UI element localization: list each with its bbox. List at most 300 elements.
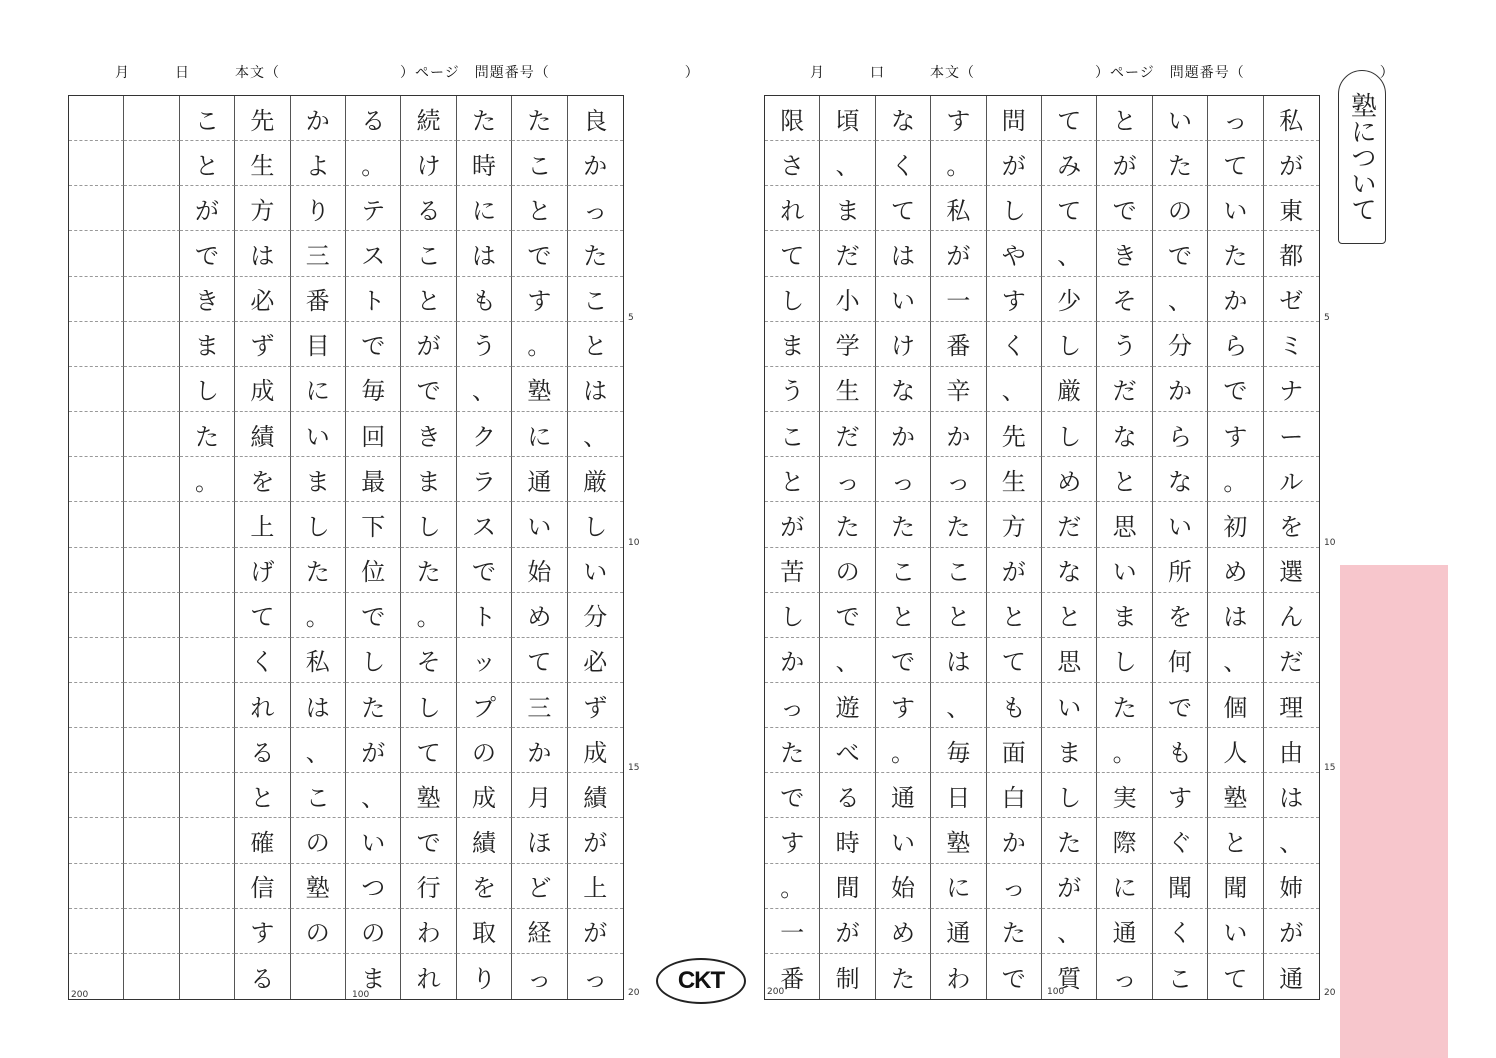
manuscript-cell: 時 bbox=[820, 818, 875, 863]
manuscript-cell: こ bbox=[568, 277, 623, 322]
manuscript-cell: ま bbox=[346, 954, 401, 999]
manuscript-cell: し bbox=[1042, 773, 1097, 818]
manuscript-cell bbox=[180, 593, 235, 638]
pink-tab bbox=[1340, 565, 1448, 1058]
manuscript-cell: 、 bbox=[1153, 277, 1208, 322]
manuscript-cell: そ bbox=[401, 638, 456, 683]
manuscript-cell: っ bbox=[1097, 954, 1152, 999]
manuscript-cell bbox=[124, 683, 179, 728]
manuscript-cell: を bbox=[235, 457, 290, 502]
manuscript-cell: ら bbox=[1153, 412, 1208, 457]
manuscript-cell: ず bbox=[235, 322, 290, 367]
manuscript-cell: 個 bbox=[1208, 683, 1263, 728]
manuscript-cell: 必 bbox=[235, 277, 290, 322]
manuscript-cell: で bbox=[1153, 683, 1208, 728]
manuscript-cell: か bbox=[765, 638, 820, 683]
manuscript-cell: た bbox=[1097, 683, 1152, 728]
manuscript-cell: っ bbox=[765, 683, 820, 728]
manuscript-cell: 。 bbox=[401, 593, 456, 638]
manuscript-cell bbox=[124, 548, 179, 593]
manuscript-cell bbox=[69, 231, 124, 276]
manuscript-cell bbox=[69, 818, 124, 863]
manuscript-cell bbox=[180, 638, 235, 683]
manuscript-cell: 私 bbox=[931, 186, 986, 231]
manuscript-sheet-right bbox=[764, 95, 1320, 1000]
manuscript-cell bbox=[69, 638, 124, 683]
manuscript-cell: た bbox=[765, 728, 820, 773]
manuscript-cell: を bbox=[457, 864, 512, 909]
manuscript-cell: 先 bbox=[235, 96, 290, 141]
manuscript-cell: 績 bbox=[568, 773, 623, 818]
manuscript-cell: か bbox=[876, 412, 931, 457]
manuscript-cell: れ bbox=[401, 954, 456, 999]
manuscript-cell: た bbox=[291, 548, 346, 593]
manuscript-cell: た bbox=[876, 954, 931, 999]
manuscript-cell: と bbox=[1097, 96, 1152, 141]
manuscript-cell: 上 bbox=[568, 864, 623, 909]
manuscript-cell: が bbox=[346, 728, 401, 773]
manuscript-cell: し bbox=[346, 638, 401, 683]
manuscript-cell: だ bbox=[1097, 367, 1152, 412]
manuscript-cell: か bbox=[512, 728, 567, 773]
manuscript-cell bbox=[69, 773, 124, 818]
manuscript-cell: か bbox=[1153, 367, 1208, 412]
manuscript-cell: は bbox=[1208, 593, 1263, 638]
manuscript-cell: う bbox=[457, 322, 512, 367]
manuscript-cell: 、 bbox=[1042, 909, 1097, 954]
manuscript-cell: ず bbox=[568, 683, 623, 728]
manuscript-cell: た bbox=[346, 683, 401, 728]
manuscript-cell: 番 bbox=[765, 954, 820, 999]
manuscript-cell bbox=[69, 864, 124, 909]
manuscript-cell bbox=[69, 367, 124, 412]
manuscript-cell: と bbox=[568, 322, 623, 367]
manuscript-cell bbox=[69, 457, 124, 502]
manuscript-cell bbox=[180, 818, 235, 863]
manuscript-cell bbox=[124, 322, 179, 367]
manuscript-cell: で bbox=[401, 367, 456, 412]
manuscript-cell: す bbox=[1153, 773, 1208, 818]
manuscript-cell: る bbox=[346, 96, 401, 141]
manuscript-cell: ら bbox=[1208, 322, 1263, 367]
manuscript-cell: と bbox=[876, 593, 931, 638]
essay-title: 塾について bbox=[1338, 70, 1386, 244]
manuscript-cell: の bbox=[1153, 186, 1208, 231]
manuscript-cell: か bbox=[291, 96, 346, 141]
manuscript-cell: と bbox=[235, 773, 290, 818]
manuscript-cell: 塾 bbox=[401, 773, 456, 818]
char-count-200-left: 200 bbox=[71, 990, 89, 1000]
manuscript-cell bbox=[124, 457, 179, 502]
manuscript-cell: に bbox=[291, 367, 346, 412]
manuscript-cell: に bbox=[931, 864, 986, 909]
manuscript-cell bbox=[124, 593, 179, 638]
manuscript-cell: 位 bbox=[346, 548, 401, 593]
manuscript-cell bbox=[180, 773, 235, 818]
manuscript-cell: で bbox=[876, 638, 931, 683]
manuscript-cell: ま bbox=[765, 322, 820, 367]
manuscript-cell: と bbox=[1097, 457, 1152, 502]
row-mark-5-right: 5 bbox=[1324, 313, 1330, 323]
manuscript-cell: い bbox=[876, 818, 931, 863]
manuscript-cell: 通 bbox=[931, 909, 986, 954]
manuscript-cell: ス bbox=[346, 231, 401, 276]
manuscript-cell: り bbox=[457, 954, 512, 999]
manuscript-cell: 実 bbox=[1097, 773, 1152, 818]
ckt-logo: CKT bbox=[656, 958, 746, 1004]
manuscript-cell: ト bbox=[457, 593, 512, 638]
manuscript-cell: か bbox=[987, 818, 1042, 863]
manuscript-cell: い bbox=[876, 277, 931, 322]
manuscript-cell: と bbox=[1042, 593, 1097, 638]
manuscript-cell: な bbox=[1097, 412, 1152, 457]
manuscript-cell: も bbox=[987, 683, 1042, 728]
manuscript-cell: で bbox=[765, 773, 820, 818]
manuscript-cell: 、 bbox=[931, 683, 986, 728]
manuscript-cell: 毎 bbox=[346, 367, 401, 412]
manuscript-cell: て bbox=[401, 728, 456, 773]
manuscript-cell: 経 bbox=[512, 909, 567, 954]
manuscript-cell: く bbox=[987, 322, 1042, 367]
manuscript-cell: 方 bbox=[987, 502, 1042, 547]
manuscript-cell: が bbox=[987, 548, 1042, 593]
manuscript-cell: る bbox=[235, 728, 290, 773]
manuscript-cell bbox=[69, 909, 124, 954]
manuscript-cell: が bbox=[1042, 864, 1097, 909]
manuscript-cell: 何 bbox=[1153, 638, 1208, 683]
manuscript-cell: 通 bbox=[512, 457, 567, 502]
manuscript-cell: 通 bbox=[1097, 909, 1152, 954]
manuscript-cell: れ bbox=[235, 683, 290, 728]
manuscript-cell: べ bbox=[820, 728, 875, 773]
manuscript-cell: の bbox=[820, 548, 875, 593]
manuscript-cell: 。 bbox=[346, 141, 401, 186]
manuscript-cell: っ bbox=[876, 457, 931, 502]
manuscript-cell: が bbox=[180, 186, 235, 231]
manuscript-cell: で bbox=[346, 593, 401, 638]
manuscript-cell: と bbox=[987, 593, 1042, 638]
manuscript-cell: も bbox=[457, 277, 512, 322]
manuscript-cell: ト bbox=[346, 277, 401, 322]
row-mark-10-right: 10 bbox=[1324, 538, 1336, 548]
manuscript-cell: し bbox=[401, 683, 456, 728]
manuscript-cell: で bbox=[987, 954, 1042, 999]
manuscript-cell: ゼ bbox=[1264, 277, 1319, 322]
manuscript-cell: し bbox=[568, 502, 623, 547]
manuscript-cell: が bbox=[931, 231, 986, 276]
manuscript-cell: こ bbox=[512, 141, 567, 186]
manuscript-cell: た bbox=[931, 502, 986, 547]
manuscript-cell: き bbox=[1097, 231, 1152, 276]
manuscript-cell bbox=[69, 502, 124, 547]
manuscript-cell: と bbox=[1208, 818, 1263, 863]
manuscript-cell: や bbox=[987, 231, 1042, 276]
manuscript-cell: 思 bbox=[1042, 638, 1097, 683]
manuscript-cell: 際 bbox=[1097, 818, 1152, 863]
manuscript-cell: ス bbox=[457, 502, 512, 547]
manuscript-cell: て bbox=[1208, 954, 1263, 999]
manuscript-cell: 、 bbox=[346, 773, 401, 818]
manuscript-cell: は bbox=[457, 231, 512, 276]
manuscript-cell: に bbox=[1097, 864, 1152, 909]
row-mark-5-left: 5 bbox=[628, 313, 634, 323]
manuscript-cell: み bbox=[1042, 141, 1097, 186]
manuscript-cell: た bbox=[180, 412, 235, 457]
manuscript-cell bbox=[69, 412, 124, 457]
manuscript-cell bbox=[124, 277, 179, 322]
manuscript-cell: と bbox=[512, 186, 567, 231]
manuscript-cell: テ bbox=[346, 186, 401, 231]
manuscript-cell: 。 bbox=[512, 322, 567, 367]
manuscript-cell bbox=[124, 141, 179, 186]
manuscript-cell: こ bbox=[180, 96, 235, 141]
manuscript-cell: 必 bbox=[568, 638, 623, 683]
manuscript-cell: め bbox=[512, 593, 567, 638]
manuscript-cell: し bbox=[180, 367, 235, 412]
manuscript-cell: き bbox=[401, 412, 456, 457]
manuscript-cell: 塾 bbox=[931, 818, 986, 863]
manuscript-cell: ほ bbox=[512, 818, 567, 863]
manuscript-cell: か bbox=[931, 412, 986, 457]
manuscript-cell bbox=[69, 548, 124, 593]
manuscript-cell bbox=[180, 502, 235, 547]
manuscript-cell: 由 bbox=[1264, 728, 1319, 773]
manuscript-cell: が bbox=[1097, 141, 1152, 186]
manuscript-cell: 苦 bbox=[765, 548, 820, 593]
manuscript-cell: こ bbox=[1153, 954, 1208, 999]
manuscript-cell: で bbox=[1097, 186, 1152, 231]
manuscript-cell: が bbox=[987, 141, 1042, 186]
manuscript-cell: 良 bbox=[568, 96, 623, 141]
manuscript-cell bbox=[124, 367, 179, 412]
manuscript-cell: で bbox=[512, 231, 567, 276]
manuscript-cell: す bbox=[765, 818, 820, 863]
manuscript-cell bbox=[124, 909, 179, 954]
manuscript-cell: た bbox=[1208, 231, 1263, 276]
manuscript-cell bbox=[69, 593, 124, 638]
manuscript-cell: 一 bbox=[931, 277, 986, 322]
manuscript-cell: た bbox=[987, 909, 1042, 954]
manuscript-cell: す bbox=[235, 909, 290, 954]
manuscript-cell: い bbox=[512, 502, 567, 547]
manuscript-cell: 小 bbox=[820, 277, 875, 322]
manuscript-cell: 時 bbox=[457, 141, 512, 186]
manuscript-cell: 上 bbox=[235, 502, 290, 547]
manuscript-cell: で bbox=[401, 818, 456, 863]
manuscript-cell: 。 bbox=[931, 141, 986, 186]
manuscript-cell: だ bbox=[820, 231, 875, 276]
manuscript-cell: う bbox=[1097, 322, 1152, 367]
manuscript-cell: 信 bbox=[235, 864, 290, 909]
manuscript-cell: と bbox=[765, 457, 820, 502]
manuscript-cell: す bbox=[876, 683, 931, 728]
manuscript-cell: 初 bbox=[1208, 502, 1263, 547]
manuscript-cell: 生 bbox=[820, 367, 875, 412]
manuscript-cell: な bbox=[876, 367, 931, 412]
manuscript-cell: ん bbox=[1264, 593, 1319, 638]
manuscript-cell bbox=[124, 818, 179, 863]
manuscript-cell: し bbox=[1097, 638, 1152, 683]
manuscript-cell: る bbox=[401, 186, 456, 231]
manuscript-cell: 成 bbox=[457, 773, 512, 818]
manuscript-cell: て bbox=[987, 638, 1042, 683]
manuscript-cell: た bbox=[568, 231, 623, 276]
manuscript-cell: は bbox=[568, 367, 623, 412]
manuscript-cell: 、 bbox=[568, 412, 623, 457]
manuscript-cell: 質 bbox=[1042, 954, 1097, 999]
manuscript-cell: て bbox=[1042, 96, 1097, 141]
manuscript-cell: て bbox=[1042, 186, 1097, 231]
manuscript-cell bbox=[180, 683, 235, 728]
manuscript-cell: て bbox=[876, 186, 931, 231]
manuscript-cell: と bbox=[931, 593, 986, 638]
manuscript-cell: っ bbox=[1208, 96, 1263, 141]
manuscript-cell: た bbox=[1153, 141, 1208, 186]
manuscript-cell: ま bbox=[180, 322, 235, 367]
manuscript-cell bbox=[69, 728, 124, 773]
manuscript-cell: 限 bbox=[765, 96, 820, 141]
manuscript-cell: た bbox=[457, 96, 512, 141]
manuscript-cell: る bbox=[820, 773, 875, 818]
manuscript-cell: も bbox=[1153, 728, 1208, 773]
manuscript-cell: 先 bbox=[987, 412, 1042, 457]
manuscript-cell: 所 bbox=[1153, 548, 1208, 593]
manuscript-cell: で bbox=[346, 322, 401, 367]
manuscript-sheet-left bbox=[68, 95, 624, 1000]
manuscript-cell: い bbox=[1153, 502, 1208, 547]
manuscript-cell: だ bbox=[1264, 638, 1319, 683]
manuscript-cell: 。 bbox=[765, 864, 820, 909]
manuscript-cell bbox=[180, 728, 235, 773]
manuscript-cell: し bbox=[1042, 322, 1097, 367]
manuscript-cell: 聞 bbox=[1153, 864, 1208, 909]
manuscript-cell: す bbox=[512, 277, 567, 322]
manuscript-cell: 私 bbox=[1264, 96, 1319, 141]
manuscript-cell: 通 bbox=[1279, 964, 1304, 993]
manuscript-cell: 番 bbox=[291, 277, 346, 322]
manuscript-cell bbox=[124, 186, 179, 231]
manuscript-cell: の bbox=[291, 909, 346, 954]
manuscript-cell: っ bbox=[931, 457, 986, 502]
manuscript-cell bbox=[124, 638, 179, 683]
manuscript-cell: 面 bbox=[987, 728, 1042, 773]
manuscript-cell: め bbox=[876, 909, 931, 954]
manuscript-cell: る bbox=[235, 954, 290, 999]
manuscript-cell: 三 bbox=[291, 231, 346, 276]
manuscript-cell: を bbox=[1153, 593, 1208, 638]
manuscript-cell: こ bbox=[291, 773, 346, 818]
manuscript-cell: わ bbox=[931, 954, 986, 999]
manuscript-cell: 成 bbox=[235, 367, 290, 412]
manuscript-cell: ッ bbox=[457, 638, 512, 683]
manuscript-cell: 辛 bbox=[931, 367, 986, 412]
manuscript-cell: た bbox=[1042, 818, 1097, 863]
manuscript-cell: 厳 bbox=[1042, 367, 1097, 412]
manuscript-cell: で bbox=[457, 548, 512, 593]
manuscript-cell: ぐ bbox=[1153, 818, 1208, 863]
char-count-200-right: 200 bbox=[767, 987, 785, 997]
manuscript-cell: 、 bbox=[987, 367, 1042, 412]
manuscript-cell: は bbox=[235, 231, 290, 276]
manuscript-cell: さ bbox=[765, 141, 820, 186]
manuscript-cell bbox=[291, 954, 346, 999]
manuscript-cell: ー bbox=[1264, 412, 1319, 457]
manuscript-cell: な bbox=[1153, 457, 1208, 502]
manuscript-cell bbox=[69, 186, 124, 231]
manuscript-cell: 目 bbox=[291, 322, 346, 367]
manuscript-cell: し bbox=[1042, 412, 1097, 457]
manuscript-cell: 制 bbox=[820, 954, 875, 999]
manuscript-cell bbox=[124, 954, 179, 999]
manuscript-cell: で bbox=[180, 231, 235, 276]
manuscript-cell: は bbox=[876, 231, 931, 276]
manuscript-cell: て bbox=[765, 231, 820, 276]
manuscript-cell: 思 bbox=[1097, 502, 1152, 547]
manuscript-cell: う bbox=[765, 367, 820, 412]
manuscript-cell: は bbox=[1264, 773, 1319, 818]
manuscript-cell: 。 bbox=[180, 457, 235, 502]
manuscript-cell: い bbox=[568, 548, 623, 593]
manuscript-cell: 始 bbox=[512, 548, 567, 593]
manuscript-cell: け bbox=[876, 322, 931, 367]
manuscript-cell: 分 bbox=[1153, 322, 1208, 367]
manuscript-cell: な bbox=[1042, 548, 1097, 593]
manuscript-cell bbox=[69, 141, 124, 186]
manuscript-cell: 学 bbox=[820, 322, 875, 367]
manuscript-cell bbox=[124, 728, 179, 773]
manuscript-cell: ま bbox=[1097, 593, 1152, 638]
manuscript-cell: 、 bbox=[1042, 231, 1097, 276]
manuscript-cell: と bbox=[401, 277, 456, 322]
manuscript-cell: ま bbox=[1042, 728, 1097, 773]
manuscript-cell: く bbox=[235, 638, 290, 683]
manuscript-cell: 続 bbox=[401, 96, 456, 141]
manuscript-cell: 、 bbox=[1208, 638, 1263, 683]
manuscript-cell: っ bbox=[512, 954, 567, 999]
manuscript-cell: こ bbox=[876, 548, 931, 593]
manuscript-cell: 方 bbox=[235, 186, 290, 231]
manuscript-cell: す bbox=[987, 277, 1042, 322]
manuscript-cell bbox=[124, 231, 179, 276]
manuscript-cell: 遊 bbox=[820, 683, 875, 728]
manuscript-cell: 塾 bbox=[512, 367, 567, 412]
manuscript-cell bbox=[69, 683, 124, 728]
manuscript-cell: す bbox=[1208, 412, 1263, 457]
manuscript-cell: 日 bbox=[931, 773, 986, 818]
manuscript-cell: 都 bbox=[1264, 231, 1319, 276]
manuscript-cell: が bbox=[568, 909, 623, 954]
manuscript-cell: 少 bbox=[1042, 277, 1097, 322]
manuscript-cell: 下 bbox=[346, 502, 401, 547]
row-mark-15-right: 15 bbox=[1324, 763, 1336, 773]
manuscript-cell: た bbox=[401, 548, 456, 593]
manuscript-cell: こ bbox=[401, 231, 456, 276]
manuscript-cell: こ bbox=[765, 412, 820, 457]
manuscript-cell: こ bbox=[931, 548, 986, 593]
manuscript-cell: て bbox=[512, 638, 567, 683]
manuscript-cell: な bbox=[876, 96, 931, 141]
header-left: 月 日 本文（ ）ページ 問題番号（ ） bbox=[115, 65, 700, 81]
manuscript-cell: い bbox=[1208, 909, 1263, 954]
row-mark-15-left: 15 bbox=[628, 763, 640, 773]
manuscript-cell: 。 bbox=[876, 728, 931, 773]
char-count-100-right: 100 bbox=[1047, 987, 1065, 997]
manuscript-cell: 最 bbox=[346, 457, 401, 502]
manuscript-cell: け bbox=[401, 141, 456, 186]
manuscript-cell: だ bbox=[820, 412, 875, 457]
manuscript-cell: 、 bbox=[820, 141, 875, 186]
manuscript-cell: 。 bbox=[1208, 457, 1263, 502]
